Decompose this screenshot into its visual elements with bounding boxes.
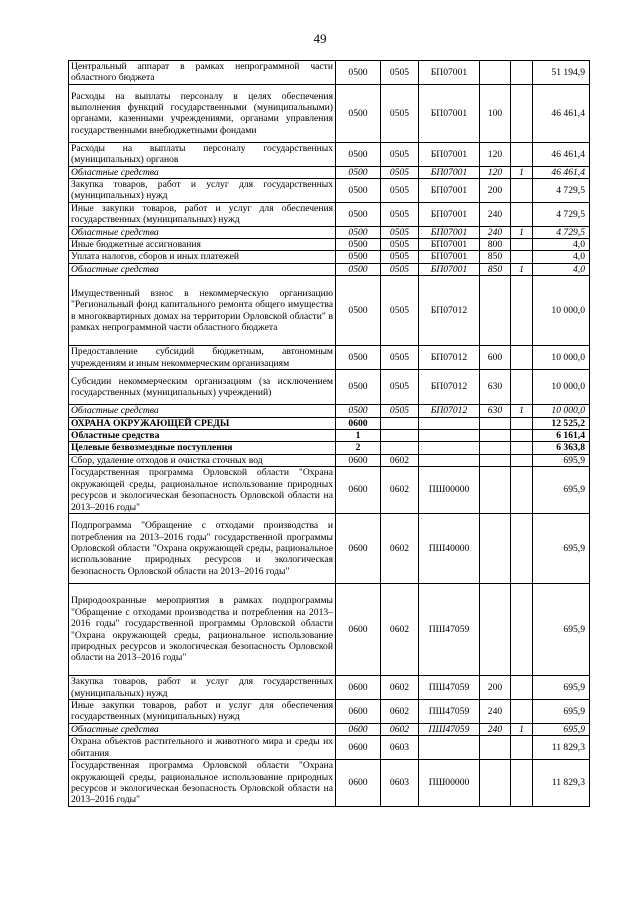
funding-source-code: 1 xyxy=(511,723,533,735)
target-item-code: БП07001 xyxy=(419,166,480,178)
expense-type-code xyxy=(480,454,511,466)
table-row xyxy=(69,84,590,142)
subsection-code: 0505 xyxy=(381,263,419,275)
section-code: 0500 xyxy=(336,239,381,251)
funding-source-code xyxy=(511,699,533,723)
row-description: Имущественный взнос в некоммерческую организацию "Региональный фонд капитального ремонта общего имущества в многоквартирных домах на территории Орловской области" в рамках непрограммной части областного бюджета xyxy=(69,276,336,346)
section-code: 1 xyxy=(336,429,381,441)
target-item-code xyxy=(419,442,480,454)
amount: 695,9 xyxy=(533,467,590,514)
amount: 4,0 xyxy=(533,263,590,275)
funding-source-code xyxy=(511,276,533,346)
amount: 51 194,9 xyxy=(533,61,590,85)
row-description: Центральный аппарат в рамках непрограммной части областного бюджета xyxy=(69,61,336,85)
section-code: 0500 xyxy=(336,251,381,263)
funding-source-code xyxy=(511,454,533,466)
subsection-code: 0505 xyxy=(381,251,419,263)
funding-source-code xyxy=(511,467,533,514)
section-code: 0600 xyxy=(336,723,381,735)
target-item-code: ПШ47059 xyxy=(419,584,480,676)
target-item-code xyxy=(419,417,480,429)
target-item-code: БП07001 xyxy=(419,61,480,85)
section-code: 0500 xyxy=(336,276,381,346)
target-item-code: ПШ40000 xyxy=(419,514,480,584)
expense-type-code: 100 xyxy=(480,84,511,142)
expense-type-code: 850 xyxy=(480,251,511,263)
row-description: ОХРАНА ОКРУЖАЮЩЕЙ СРЕДЫ xyxy=(69,417,336,429)
table-row xyxy=(69,429,590,441)
section-code: 0600 xyxy=(336,514,381,584)
table-row xyxy=(69,514,590,584)
row-description: Областные средства xyxy=(69,405,336,417)
subsection-code: 0505 xyxy=(381,202,419,226)
subsection-code: 0603 xyxy=(381,736,419,760)
table-row xyxy=(69,370,590,405)
funding-source-code: 1 xyxy=(511,166,533,178)
target-item-code: БП07012 xyxy=(419,405,480,417)
subsection-code: 0505 xyxy=(381,166,419,178)
section-code: 0500 xyxy=(336,370,381,405)
amount: 10 000,0 xyxy=(533,276,590,346)
subsection-code xyxy=(381,429,419,441)
subsection-code: 0505 xyxy=(381,276,419,346)
budget-table xyxy=(68,60,590,807)
expense-type-code xyxy=(480,467,511,514)
table-row xyxy=(69,251,590,263)
row-description: Сбор, удаление отходов и очистка сточных вод xyxy=(69,454,336,466)
target-item-code: БП07001 xyxy=(419,251,480,263)
section-code: 0500 xyxy=(336,61,381,85)
expense-type-code xyxy=(480,736,511,760)
amount: 695,9 xyxy=(533,454,590,466)
row-description: Иные закупки товаров, работ и услуг для обеспечения государственных (муниципальных) нужд xyxy=(69,699,336,723)
row-description: Целевые безвозмездные поступления xyxy=(69,442,336,454)
section-code: 0500 xyxy=(336,346,381,370)
funding-source-code xyxy=(511,142,533,166)
expense-type-code xyxy=(480,514,511,584)
funding-source-code xyxy=(511,251,533,263)
subsection-code: 0505 xyxy=(381,179,419,203)
table-row xyxy=(69,723,590,735)
table-row xyxy=(69,179,590,203)
target-item-code: БП07001 xyxy=(419,179,480,203)
target-item-code: ПШ47059 xyxy=(419,699,480,723)
row-description: Закупка товаров, работ и услуг для государственных (муниципальных) нужд xyxy=(69,676,336,700)
expense-type-code: 630 xyxy=(480,405,511,417)
target-item-code: БП07001 xyxy=(419,142,480,166)
table-row xyxy=(69,405,590,417)
expense-type-code xyxy=(480,276,511,346)
section-code: 0600 xyxy=(336,584,381,676)
expense-type-code xyxy=(480,429,511,441)
row-description: Областные средства xyxy=(69,723,336,735)
amount: 695,9 xyxy=(533,584,590,676)
row-description: Государственная программа Орловской области "Охрана окружающей среды, рациональное использование природных ресурсов и экологическая безопасность Орловской области на 2013–2016 годы" xyxy=(69,759,336,806)
section-code: 2 xyxy=(336,442,381,454)
table-row xyxy=(69,346,590,370)
row-description: Областные средства xyxy=(69,166,336,178)
amount: 46 461,4 xyxy=(533,166,590,178)
subsection-code: 0602 xyxy=(381,723,419,735)
section-code: 0600 xyxy=(336,417,381,429)
subsection-code: 0602 xyxy=(381,584,419,676)
section-code: 0500 xyxy=(336,179,381,203)
amount: 4,0 xyxy=(533,239,590,251)
expense-type-code xyxy=(480,61,511,85)
row-description: Уплата налогов, сборов и иных платежей xyxy=(69,251,336,263)
amount: 4 729,5 xyxy=(533,226,590,238)
expense-type-code: 240 xyxy=(480,202,511,226)
target-item-code: БП07001 xyxy=(419,84,480,142)
target-item-code: БП07001 xyxy=(419,202,480,226)
amount: 695,9 xyxy=(533,676,590,700)
target-item-code xyxy=(419,429,480,441)
target-item-code: ПШ00000 xyxy=(419,759,480,806)
amount: 695,9 xyxy=(533,699,590,723)
expense-type-code: 240 xyxy=(480,226,511,238)
funding-source-code xyxy=(511,676,533,700)
amount: 10 000,0 xyxy=(533,346,590,370)
table-row xyxy=(69,202,590,226)
funding-source-code xyxy=(511,514,533,584)
subsection-code: 0505 xyxy=(381,61,419,85)
amount: 695,9 xyxy=(533,514,590,584)
section-code: 0500 xyxy=(336,405,381,417)
expense-type-code xyxy=(480,584,511,676)
expense-type-code: 630 xyxy=(480,370,511,405)
table-row xyxy=(69,454,590,466)
row-description: Областные средства xyxy=(69,226,336,238)
target-item-code: БП07012 xyxy=(419,276,480,346)
page-number: 49 xyxy=(313,31,327,46)
funding-source-code xyxy=(511,584,533,676)
section-code: 0500 xyxy=(336,142,381,166)
amount: 10 000,0 xyxy=(533,405,590,417)
section-code: 0500 xyxy=(336,202,381,226)
funding-source-code xyxy=(511,84,533,142)
amount: 11 829,3 xyxy=(533,759,590,806)
table-row xyxy=(69,276,590,346)
target-item-code: БП07001 xyxy=(419,239,480,251)
table-row xyxy=(69,263,590,275)
expense-type-code: 200 xyxy=(480,179,511,203)
subsection-code xyxy=(381,417,419,429)
amount: 12 525,2 xyxy=(533,417,590,429)
amount: 11 829,3 xyxy=(533,736,590,760)
row-description: Закупка товаров, работ и услуг для государственных (муниципальных) нужд xyxy=(69,179,336,203)
section-code: 0500 xyxy=(336,84,381,142)
target-item-code: БП07001 xyxy=(419,226,480,238)
subsection-code: 0505 xyxy=(381,239,419,251)
expense-type-code: 850 xyxy=(480,263,511,275)
target-item-code xyxy=(419,454,480,466)
row-description: Иные закупки товаров, работ и услуг для обеспечения государственных (муниципальных) нужд xyxy=(69,202,336,226)
funding-source-code xyxy=(511,759,533,806)
table-row xyxy=(69,759,590,806)
table-row xyxy=(69,61,590,85)
amount: 695,9 xyxy=(533,723,590,735)
section-code: 0600 xyxy=(336,676,381,700)
section-code: 0500 xyxy=(336,226,381,238)
subsection-code: 0602 xyxy=(381,454,419,466)
subsection-code: 0505 xyxy=(381,370,419,405)
amount: 10 000,0 xyxy=(533,370,590,405)
expense-type-code: 120 xyxy=(480,166,511,178)
row-description: Областные средства xyxy=(69,263,336,275)
subsection-code: 0505 xyxy=(381,142,419,166)
expense-type-code: 120 xyxy=(480,142,511,166)
subsection-code: 0602 xyxy=(381,699,419,723)
amount: 46 461,4 xyxy=(533,84,590,142)
funding-source-code xyxy=(511,442,533,454)
table-row xyxy=(69,584,590,676)
section-code: 0500 xyxy=(336,166,381,178)
expense-type-code: 240 xyxy=(480,723,511,735)
table-row xyxy=(69,142,590,166)
amount: 4 729,5 xyxy=(533,202,590,226)
expense-type-code xyxy=(480,417,511,429)
row-description: Охрана объектов растительного и животного мира и среды их обитания xyxy=(69,736,336,760)
subsection-code: 0505 xyxy=(381,346,419,370)
table-row xyxy=(69,467,590,514)
amount: 6 161,4 xyxy=(533,429,590,441)
subsection-code: 0505 xyxy=(381,226,419,238)
expense-type-code xyxy=(480,759,511,806)
amount: 4,0 xyxy=(533,251,590,263)
subsection-code: 0505 xyxy=(381,84,419,142)
target-item-code: БП07012 xyxy=(419,346,480,370)
row-description: Природоохранные мероприятия в рамках подпрограммы "Обращение с отходами производства и потребления на 2013–2016 годы" государственной программы Орловской области "Охрана окружающей среды, рациональное использование природных ресурсов и экологическая безопасность Орловской области на 2013–2016 годы" xyxy=(69,584,336,676)
target-item-code xyxy=(419,736,480,760)
expense-type-code: 600 xyxy=(480,346,511,370)
target-item-code: ПШ00000 xyxy=(419,467,480,514)
funding-source-code: 1 xyxy=(511,263,533,275)
funding-source-code: 1 xyxy=(511,405,533,417)
table-row xyxy=(69,226,590,238)
target-item-code: БП07012 xyxy=(419,370,480,405)
row-description: Подпрограмма "Обращение с отходами производства и потребления на 2013–2016 годы" государственной программы Орловской области "Охрана окружающей среды, рациональное использование природных ресурсов и экологическая безопасность Орловской области на 2013–2016 годы" xyxy=(69,514,336,584)
row-description: Иные бюджетные ассигнования xyxy=(69,239,336,251)
section-code: 0600 xyxy=(336,699,381,723)
section-code: 0600 xyxy=(336,467,381,514)
table-row xyxy=(69,239,590,251)
funding-source-code: 1 xyxy=(511,226,533,238)
funding-source-code xyxy=(511,179,533,203)
target-item-code: ПШ47059 xyxy=(419,676,480,700)
section-code: 0500 xyxy=(336,263,381,275)
section-code: 0600 xyxy=(336,736,381,760)
subsection-code: 0602 xyxy=(381,676,419,700)
funding-source-code xyxy=(511,417,533,429)
section-code: 0600 xyxy=(336,759,381,806)
row-description: Предоставление субсидий бюджетным, автономным учреждениям и иным некоммерческим организациям xyxy=(69,346,336,370)
subsection-code: 0603 xyxy=(381,759,419,806)
funding-source-code xyxy=(511,736,533,760)
funding-source-code xyxy=(511,346,533,370)
funding-source-code xyxy=(511,370,533,405)
expense-type-code: 800 xyxy=(480,239,511,251)
subsection-code xyxy=(381,442,419,454)
table-row xyxy=(69,736,590,760)
amount: 46 461,4 xyxy=(533,142,590,166)
table-row xyxy=(69,699,590,723)
target-item-code: БП07001 xyxy=(419,263,480,275)
section-code: 0600 xyxy=(336,454,381,466)
table-row xyxy=(69,417,590,429)
row-description: Расходы на выплаты персоналу в целях обеспечения выполнения функций государственными (муниципальными) органами, казенными учреждениями, органами управления государственными внебюджетными фондами xyxy=(69,84,336,142)
subsection-code: 0505 xyxy=(381,405,419,417)
expense-type-code: 240 xyxy=(480,699,511,723)
target-item-code: ПШ47059 xyxy=(419,723,480,735)
funding-source-code xyxy=(511,202,533,226)
table-row xyxy=(69,166,590,178)
funding-source-code xyxy=(511,429,533,441)
expense-type-code: 200 xyxy=(480,676,511,700)
row-description: Расходы на выплаты персоналу государственных (муниципальных) органов xyxy=(69,142,336,166)
row-description: Областные средства xyxy=(69,429,336,441)
table-row xyxy=(69,676,590,700)
funding-source-code xyxy=(511,239,533,251)
amount: 6 363,8 xyxy=(533,442,590,454)
table-row xyxy=(69,442,590,454)
subsection-code: 0602 xyxy=(381,514,419,584)
funding-source-code xyxy=(511,61,533,85)
expense-type-code xyxy=(480,442,511,454)
row-description: Субсидии некоммерческим организациям (за исключением государственных (муниципальных) учреждений) xyxy=(69,370,336,405)
subsection-code: 0602 xyxy=(381,467,419,514)
row-description: Государственная программа Орловской области "Охрана окружающей среды, рациональное использование природных ресурсов и экологическая безопасность Орловской области на 2013–2016 годы" xyxy=(69,467,336,514)
amount: 4 729,5 xyxy=(533,179,590,203)
